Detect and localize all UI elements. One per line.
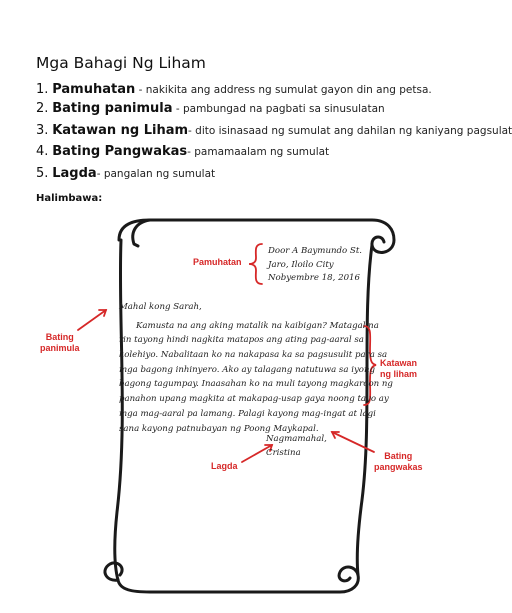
part-description: - nakikita ang address ng sumulat gayon din ang petsa.: [135, 84, 432, 96]
letter-heading: [268, 245, 362, 286]
letter-body: [119, 333, 393, 437]
label-line: Katawan: [380, 358, 418, 368]
letter-body-line: rin tayong hindi nagkita matapos ang ating pag-aaral sa: [119, 335, 364, 345]
label-bating-pangwakas: [374, 451, 423, 473]
letter-body-line: bagong tagumpay. Inaasahan ko na muli tayong magkaroon ng: [119, 379, 393, 390]
part-term: Bating Pangwakas: [52, 144, 188, 159]
label-lagda: Lagda: [211, 461, 238, 471]
letter-signature: Cristina: [266, 448, 301, 458]
part-description: - pamamaalam ng sumulat: [187, 146, 330, 158]
letter-greeting: Mahal kong Sarah,: [119, 302, 202, 312]
pamuhatan-brace: [249, 244, 262, 284]
label-pamuhatan: Pamuhatan: [193, 257, 242, 267]
label-katawan-ng-liham: [380, 358, 417, 380]
letter-closing: [266, 432, 327, 460]
part-number: 2.: [36, 101, 49, 116]
letter-body-line: kolehiyo. Nabalitaan ko na nakapasa ka sa pagsusulit para sa: [119, 349, 388, 360]
part-term: Katawan ng Liham: [52, 123, 189, 138]
part-number: 3.: [36, 123, 49, 138]
part-description: - dito isinasaad ng sumulat ang dahilan ng kaniyang pagsulat: [188, 125, 512, 137]
letter-body-line: Kamusta na ang aking matalik na kaibigan? Matagal na: [136, 321, 379, 331]
scroll-bottom-roll: [118, 567, 358, 592]
part-number: 5.: [36, 166, 49, 181]
bating-panimula-arrow: [78, 310, 106, 330]
label-line: ng liham: [380, 369, 418, 379]
letter-heading-line: Nobyembre 18, 2016: [268, 273, 360, 283]
letter-heading-line: Door A Baymundo St.: [268, 246, 363, 256]
part-description: - pambungad na pagbati sa sinusulatan: [172, 103, 385, 115]
label-line: panimula: [40, 343, 80, 353]
example-label: Halimbawa:: [36, 193, 103, 204]
part-term: Lagda: [52, 166, 97, 181]
part-number: 1.: [36, 82, 49, 97]
letter-body-line: panahon upang magkita at makapag-usap gaya noong tayo ay: [119, 394, 389, 405]
label-bating-panimula: [40, 332, 80, 354]
letter-body-line: sana kayong patnubayan ng Poong Maykapal.: [119, 423, 319, 434]
part-number: 4.: [36, 144, 49, 159]
letter-body-line: mga mag-aaral pa lamang. Palagi kayong mag-ingat at lagi: [119, 408, 376, 419]
letter-heading-line: Jaro, Iloilo City: [268, 259, 334, 270]
label-line: pangwakas: [374, 462, 423, 472]
scroll-top-curl: [133, 220, 150, 246]
part-term: Pamuhatan: [52, 82, 136, 97]
label-line: Bating: [384, 451, 413, 461]
scroll-bottom-curl: [105, 563, 122, 580]
page-title: Mga Bahagi Ng Liham: [36, 54, 206, 72]
label-line: Bating: [45, 332, 74, 342]
letter-body-line: mga bagong inhinyero. Ako ay talagang natutuwa sa iyong: [119, 364, 376, 375]
letter-closing-text: Nagmamahal,: [266, 434, 327, 444]
part-term: Bating panimula: [52, 101, 173, 116]
part-description: - pangalan ng sumulat: [96, 168, 216, 180]
